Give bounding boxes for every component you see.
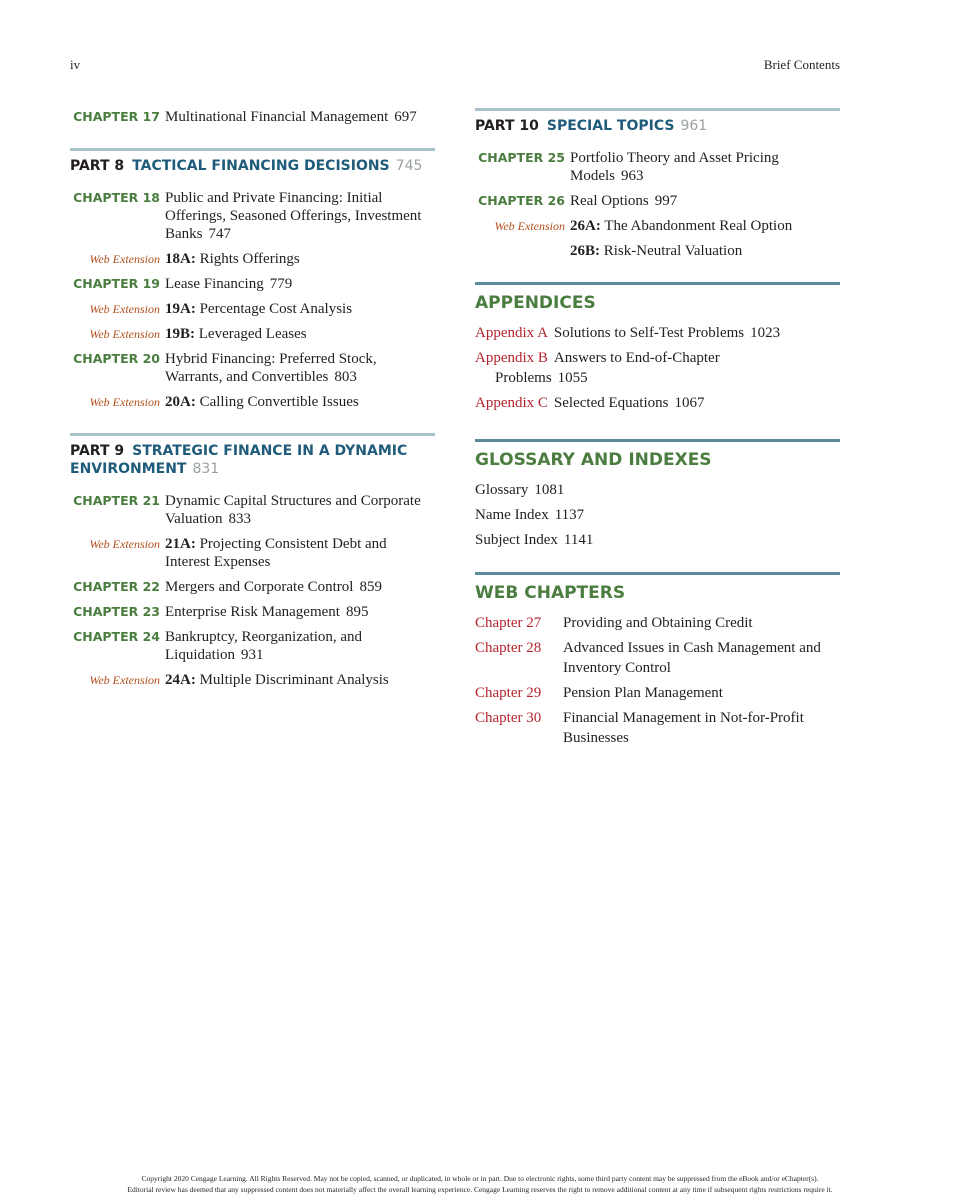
- extension-code: 24A:: [165, 672, 196, 688]
- toc-appendix-b[interactable]: [475, 348, 840, 388]
- web-extension-label: Web Extension: [89, 673, 160, 687]
- part-10-heading: [475, 108, 840, 135]
- page-number: 1023: [750, 325, 781, 341]
- right-column: [475, 108, 840, 753]
- page-number: 803: [334, 369, 357, 385]
- web-extension-label: Web Extension: [89, 327, 160, 341]
- toc-web-extension-26b[interactable]: [475, 242, 840, 260]
- toc-appendix-a[interactable]: [475, 323, 840, 343]
- page-number: 931: [241, 647, 264, 663]
- page-number: 961: [680, 118, 708, 134]
- toc-web-chapter-30[interactable]: [475, 708, 840, 748]
- extension-code: 19B:: [165, 326, 195, 342]
- appendix-label: Appendix A: [475, 325, 548, 341]
- toc-web-extension-24a[interactable]: [70, 671, 435, 689]
- page-number: 1137: [554, 507, 585, 523]
- chapter-title: Public and Private Financing: Initial Offerings, Seasoned Offerings, Investment Banks: [165, 190, 422, 242]
- chapter-title: Hybrid Financing: Preferred Stock, Warrants, and Convertibles: [165, 351, 377, 385]
- toc-appendix-c[interactable]: [475, 393, 840, 413]
- appendix-title-continued: Problems: [495, 370, 552, 386]
- web-extension-label: Web Extension: [494, 219, 565, 233]
- web-chapters-heading: WEB CHAPTERS: [475, 572, 840, 603]
- page-number: 747: [208, 226, 231, 242]
- extension-title: Risk-Neutral Valuation: [603, 243, 743, 259]
- web-chapter-title: Financial Management in Not-for-Profit Businesses: [563, 710, 804, 746]
- page-folio: iv: [70, 57, 81, 72]
- extension-title: Projecting Consistent Debt and Interest Expenses: [165, 536, 387, 570]
- toc-web-extension-20a[interactable]: [70, 393, 435, 411]
- copyright-footer: [0, 1173, 960, 1195]
- part-title: SPECIAL TOPICS: [546, 118, 675, 134]
- extension-title: Calling Convertible Issues: [199, 394, 359, 410]
- extension-code: 26A:: [570, 218, 601, 234]
- toc-chapter-20[interactable]: [70, 350, 435, 386]
- page-number: 1141: [563, 532, 594, 548]
- toc-web-extension-21a[interactable]: [70, 535, 435, 571]
- toc-web-chapter-28[interactable]: [475, 638, 840, 678]
- chapter-title: Dynamic Capital Structures and Corporate Valuation: [165, 493, 421, 527]
- page-number: 1081: [534, 482, 565, 498]
- web-chapter-label: Chapter 29: [475, 685, 542, 701]
- appendix-title: Solutions to Self-Test Problems: [553, 325, 745, 341]
- extension-title: The Abandonment Real Option: [604, 218, 793, 234]
- appendix-label: Appendix C: [475, 395, 548, 411]
- extension-title: Percentage Cost Analysis: [199, 301, 353, 317]
- page-number: 1067: [674, 395, 705, 411]
- extension-title: Multiple Discriminant Analysis: [199, 672, 389, 688]
- toc-chapter-21[interactable]: [70, 492, 435, 528]
- web-chapter-label: Chapter 28: [475, 640, 542, 656]
- extension-code: 20A:: [165, 394, 196, 410]
- toc-web-extension-26a[interactable]: [475, 217, 840, 235]
- toc-web-extension-19b[interactable]: [70, 325, 435, 343]
- chapter-label: CHAPTER 19: [73, 276, 160, 291]
- toc-glossary[interactable]: [475, 480, 840, 500]
- page-number: 831: [192, 461, 220, 477]
- toc-chapter-19[interactable]: [70, 275, 435, 293]
- web-chapter-label: Chapter 30: [475, 710, 542, 726]
- toc-chapter-24[interactable]: [70, 628, 435, 664]
- web-chapter-label: Chapter 27: [475, 615, 542, 631]
- toc-web-extension-19a[interactable]: [70, 300, 435, 318]
- part-title: TACTICAL FINANCING DECISIONS: [132, 158, 390, 174]
- left-column: [70, 108, 435, 696]
- chapter-label: CHAPTER 21: [73, 493, 160, 508]
- part-8-heading: [70, 148, 435, 175]
- extension-code: 26B:: [570, 243, 600, 259]
- page-number: 895: [345, 604, 369, 620]
- page-number: 833: [228, 511, 251, 527]
- appendix-title: Answers to End-of-Chapter: [553, 350, 720, 366]
- toc-subject-index[interactable]: [475, 530, 840, 550]
- chapter-label: CHAPTER 24: [73, 629, 160, 644]
- web-extension-label: Web Extension: [89, 302, 160, 316]
- chapter-title: Enterprise Risk Management: [165, 604, 340, 620]
- extension-title: Leveraged Leases: [198, 326, 307, 342]
- running-head: Brief Contents: [763, 57, 840, 72]
- page-number: 697: [394, 109, 417, 125]
- chapter-label: CHAPTER 17: [73, 109, 160, 124]
- toc-web-chapter-29[interactable]: [475, 683, 840, 703]
- chapter-label: CHAPTER 25: [478, 150, 565, 165]
- part-number: PART 10: [475, 118, 539, 134]
- web-chapter-title: Advanced Issues in Cash Management and Inventory Control: [563, 640, 821, 676]
- glossary-heading: GLOSSARY AND INDEXES: [475, 439, 840, 470]
- page-number: 997: [654, 193, 678, 209]
- toc-chapter-18[interactable]: [70, 189, 435, 243]
- copyright-line: Editorial review has deemed that any suppressed content does not materially affect the overall learning experience. Cengage Learning reserves the right to remove additional content at any time if subsequent rights restrictions require it.: [127, 1185, 833, 1194]
- chapter-label: CHAPTER 20: [73, 351, 160, 366]
- chapter-title: Lease Financing: [165, 276, 264, 292]
- page-number: 859: [359, 579, 382, 595]
- page-number: 1055: [557, 370, 588, 386]
- toc-web-extension-18a[interactable]: [70, 250, 435, 268]
- extension-code: 19A:: [165, 301, 196, 317]
- part-title: STRATEGIC FINANCE IN A DYNAMIC ENVIRONMENT: [70, 443, 408, 477]
- part-9-heading: [70, 433, 435, 478]
- appendices-heading: APPENDICES: [475, 282, 840, 313]
- page-number: 779: [269, 276, 293, 292]
- entry-title: Name Index: [475, 507, 549, 523]
- chapter-title: Portfolio Theory and Asset Pricing Models: [570, 150, 779, 184]
- web-extension-label: Web Extension: [89, 252, 160, 266]
- page-number: 745: [395, 158, 423, 174]
- toc-chapter-23[interactable]: [70, 603, 435, 621]
- toc-chapter-22[interactable]: [70, 578, 435, 596]
- toc-name-index[interactable]: [475, 505, 840, 525]
- web-chapter-title: Pension Plan Management: [563, 685, 723, 701]
- appendix-title: Selected Equations: [553, 395, 669, 411]
- copyright-line: Copyright 2020 Cengage Learning. All Rights Reserved. May not be copied, scanned, or duplicated, in whole or in part. Due to electronic rights, some third party content may be suppressed from the eBook and/or eChapter(s).: [141, 1174, 819, 1183]
- appendix-label: Appendix B: [475, 350, 548, 366]
- extension-code: 18A:: [165, 251, 196, 267]
- web-extension-label: Web Extension: [89, 395, 160, 409]
- toc-chapter-26[interactable]: [475, 192, 840, 210]
- web-extension-label: Web Extension: [89, 537, 160, 551]
- chapter-title: Bankruptcy, Reorganization, and Liquidation: [165, 629, 363, 663]
- extension-code: 21A:: [165, 536, 196, 552]
- chapter-title: Multinational Financial Management: [165, 109, 389, 125]
- part-number: PART 9: [70, 443, 125, 459]
- entry-title: Glossary: [475, 482, 529, 498]
- chapter-title: Real Options: [570, 193, 649, 209]
- web-chapter-title: Providing and Obtaining Credit: [563, 615, 753, 631]
- chapter-title: Mergers and Corporate Control: [165, 579, 354, 595]
- chapter-label: CHAPTER 18: [73, 190, 160, 205]
- extension-title: Rights Offerings: [199, 251, 300, 267]
- chapter-label: CHAPTER 23: [73, 604, 160, 619]
- page-number: 963: [621, 168, 644, 184]
- part-number: PART 8: [70, 158, 125, 174]
- toc-chapter-17[interactable]: [70, 108, 435, 126]
- chapter-label: CHAPTER 22: [73, 579, 160, 594]
- chapter-label: CHAPTER 26: [478, 193, 565, 208]
- toc-web-chapter-27[interactable]: [475, 613, 840, 633]
- toc-chapter-25[interactable]: [475, 149, 840, 185]
- entry-title: Subject Index: [475, 532, 558, 548]
